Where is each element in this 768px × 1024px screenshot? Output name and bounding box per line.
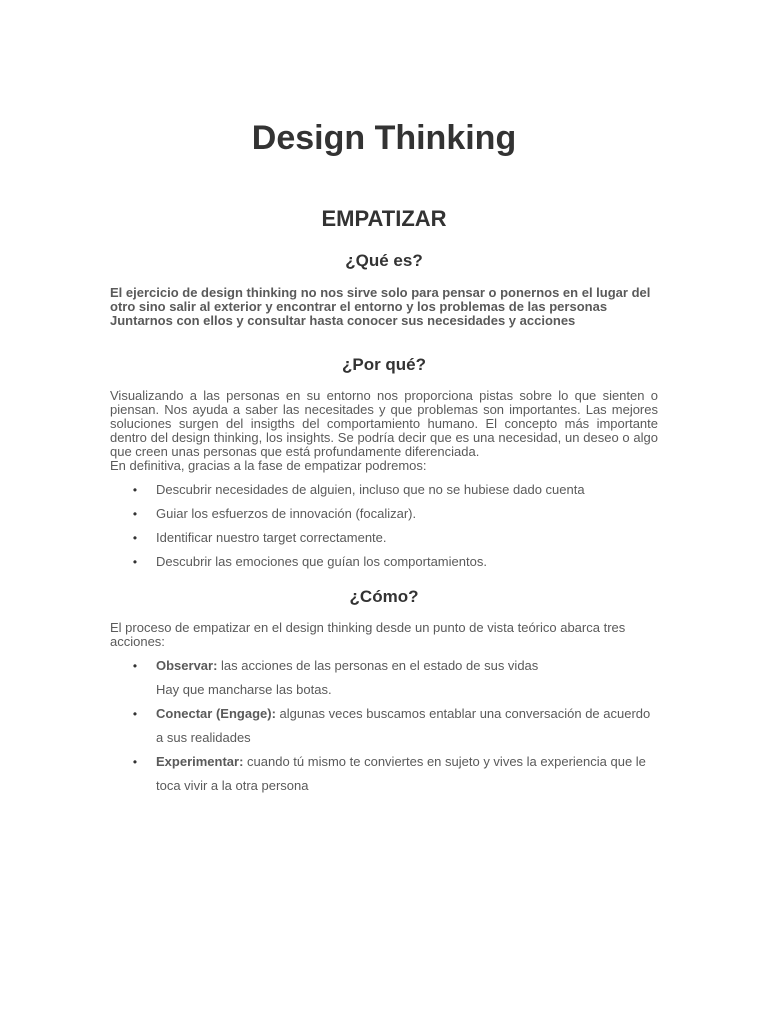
action-term: Observar: [156, 658, 218, 673]
por-que-intro: En definitiva, gracias a la fase de empatizar podremos: [110, 458, 427, 473]
como-heading: ¿Cómo? [349, 587, 419, 606]
bullet-icon: • [132, 755, 138, 769]
action-text: las acciones de las personas en el estado de sus vidas [217, 658, 539, 673]
list-item-text: Identificar nuestro target correctamente. [156, 530, 387, 545]
list-item [110, 702, 658, 750]
que-es-heading: ¿Qué es? [345, 251, 423, 270]
como-intro: El proceso de empatizar en el design thinking desde un punto de vista teórico abarca tres acciones: [110, 620, 626, 649]
list-item [110, 526, 658, 550]
list-item-text: Descubrir necesidades de alguien, incluso que no se hubiese dado cuenta [156, 482, 585, 497]
que-es-line: El ejercicio de design thinking no nos sirve solo para pensar o ponernos en el lugar del [110, 285, 651, 300]
bullet-icon: • [132, 659, 138, 673]
list-item-text: Descubrir las emociones que guían los comportamientos. [156, 554, 487, 569]
bullet-icon: • [132, 483, 138, 497]
action-term: Experimentar: [156, 754, 244, 769]
action-term: Conectar (Engage): [156, 706, 276, 721]
que-es-paragraph [110, 286, 658, 328]
como-action-list [110, 654, 658, 798]
list-item-text: Guiar los esfuerzos de innovación (focalizar). [156, 506, 417, 521]
list-item [110, 750, 658, 798]
bullet-icon: • [132, 555, 138, 569]
que-es-line: Juntarnos con ellos y consultar hasta conocer sus necesidades y acciones [110, 313, 576, 328]
bullet-icon: • [132, 531, 138, 545]
list-item [110, 654, 658, 702]
que-es-line: otro sino salir al exterior y encontrar el entorno y los problemas de las personas [110, 299, 608, 314]
bullet-icon: • [132, 507, 138, 521]
por-que-paragraph: Visualizando a las personas en su entorno nos proporciona pistas sobre lo que sienten o piensan. Nos ayuda a saber las necesitades y que problemas son importantes. Las mejores soluciones surgen del insigths del comportamiento humano. El concepto más importante dentro del design thinking, los insights. Se podría decir que es una necesidad, un deseo o algo que creen unas personas que está profundamente diferenciada. [110, 388, 658, 459]
list-item [110, 478, 658, 502]
section-heading: EMPATIZAR [321, 206, 447, 231]
list-item [110, 502, 658, 526]
document-title: Design Thinking [251, 119, 517, 157]
por-que-bullet-list [110, 478, 658, 574]
action-text: cuando tú mismo te conviertes en sujeto y vives la experiencia que le toca vivir a la otra persona [156, 754, 646, 793]
bullet-icon: • [132, 707, 138, 721]
por-que-heading: ¿Por qué? [341, 355, 427, 374]
list-item [110, 550, 658, 574]
action-text: algunas veces buscamos entablar una conversación de acuerdo a sus realidades [156, 706, 651, 745]
action-note: Hay que mancharse las botas. [156, 682, 332, 697]
